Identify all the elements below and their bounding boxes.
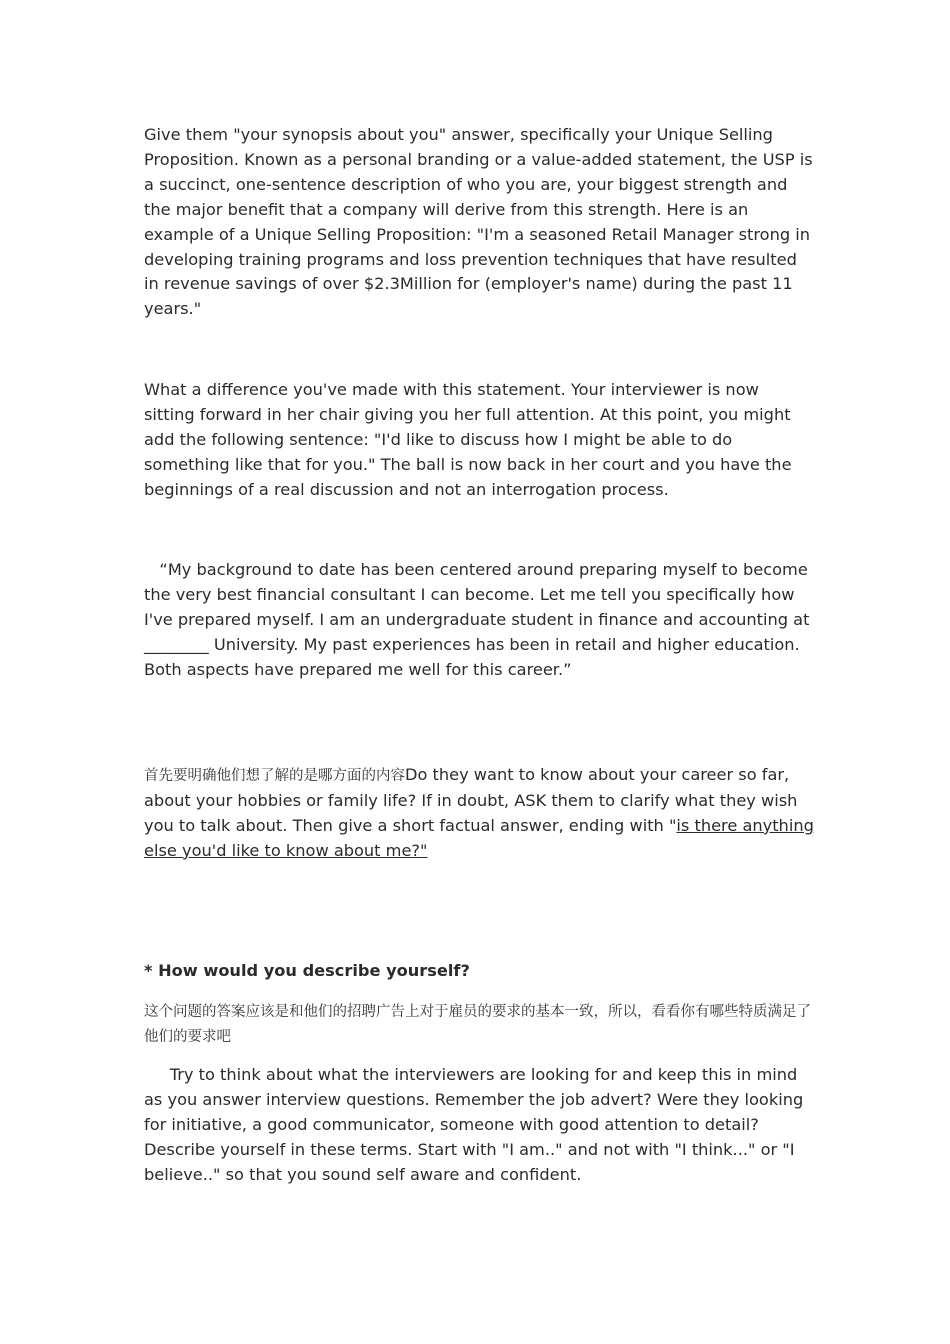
paragraph-difference: What a difference you've made with this statement. Your interviewer is now sitting forward in her chair giving you her full attention. At this point, you might add the following sentence: "I'd like to discuss how I might be able to do something like that for you." The ball is now back in her court and you have the beginnings of a real discussion and not an interrogation process. [144, 380, 792, 499]
question-heading: * How would you describe yourself? [144, 961, 470, 980]
paragraph-usp: Give them "your synopsis about you" answer, specifically your Unique Selling Proposition. Known as a personal branding or a value-added statement, the USP is a succinct, one-sentence description of who you are, your biggest strength and the major benefit that a company will derive from this strength. Here is an example of a Unique Selling Proposition: "I'm a seasoned Retail Manager strong in developing training programs and loss prevention techniques that have resulted in revenue savings of over $2.3Million for (employer's name) during the past 11 years." [144, 125, 813, 319]
paragraph-describe-yourself: Try to think about what the interviewers are looking for and keep this in mind as you answer interview questions. Remember the job advert? Were they looking for initiative, a good communicator, someone with good attention to detail? Describe yourself in these terms. Start with "I am.." and not with "I think..." or "I believe.." so that you sound self aware and confident. [144, 1065, 804, 1184]
paragraph-clarify-text: Do they want to know about your career so far, about your hobbies or family life? If in doubt, ASK them to clarify what they wish you to talk about. Then give a short factual answer, ending with " [144, 765, 798, 835]
paragraph-background-example: “My background to date has been centered around preparing myself to become the very best financial consultant I can become. Let me tell you specifically how I've prepared myself. I am an undergraduate student in finance and accounting at ________ University. My past experiences has been in retail and higher education. Both aspects have prepared me well for this career.” [144, 560, 810, 679]
anything-else-link[interactable]: is there anything else you'd like to know about me?" [144, 815, 814, 860]
paragraph-cjk-note: 这个问题的答案应该是和他们的招聘广告上对于雇员的要求的基本一致，所以，看看你有哪些特质满足了他们的要求吧 [144, 1004, 811, 1045]
paragraph-clarify-cjk: 首先要明确他们想了解的是哪方面的内容 [144, 768, 405, 784]
paragraph-clarify [144, 763, 814, 864]
